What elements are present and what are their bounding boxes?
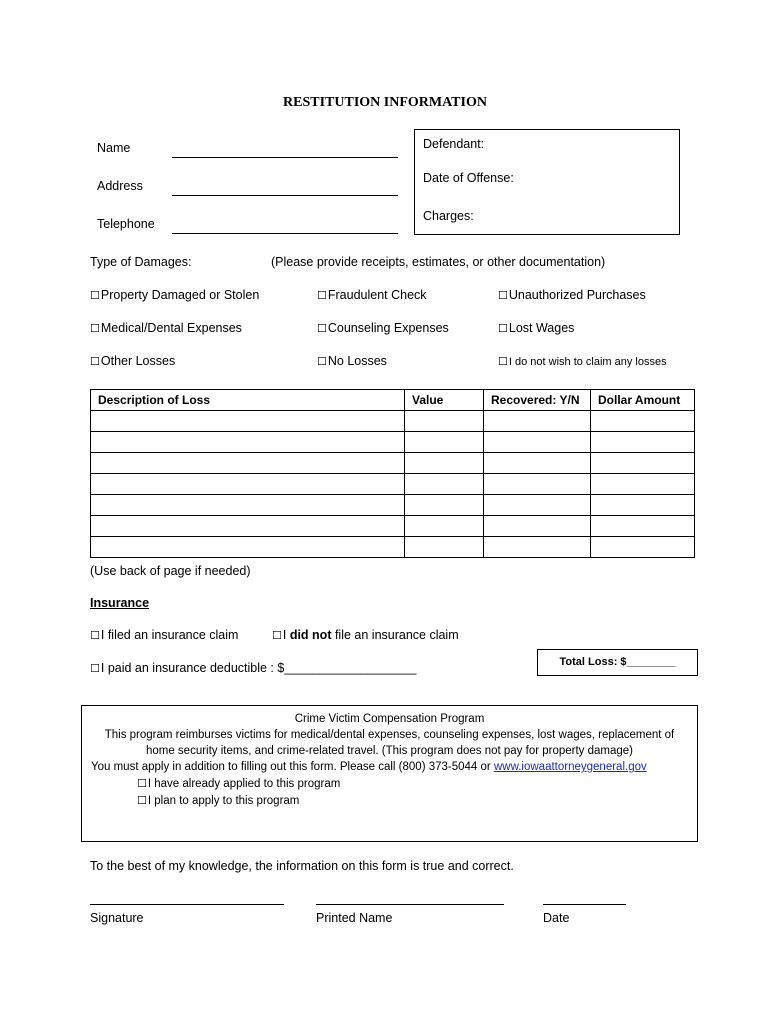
loss-table [90, 389, 695, 558]
description-cell[interactable] [91, 537, 405, 558]
description-cell[interactable] [91, 495, 405, 516]
checkbox-icon[interactable]: ☐ [90, 662, 100, 675]
checkbox-icon[interactable]: ☐ [498, 322, 508, 335]
checkbox-icon[interactable]: ☐ [317, 355, 327, 368]
header-dollar-amount: Dollar Amount [591, 390, 695, 411]
recovered-cell[interactable] [484, 432, 591, 453]
form-title: RESTITUTION INFORMATION [283, 95, 487, 110]
value-cell[interactable] [405, 516, 484, 537]
header-value: Value [405, 390, 484, 411]
value-cell[interactable] [405, 453, 484, 474]
description-cell[interactable] [91, 453, 405, 474]
value-cell[interactable] [405, 411, 484, 432]
telephone-label: Telephone [97, 217, 155, 231]
value-cell[interactable] [405, 432, 484, 453]
damages-note: (Please provide receipts, estimates, or other documentation) [271, 255, 606, 269]
cvcp-option-applied[interactable]: ☐I have already applied to this program [137, 777, 341, 790]
table-row [91, 432, 695, 453]
damage-option-unauthorized[interactable]: ☐Unauthorized Purchases [498, 288, 646, 302]
insurance-not-filed-option[interactable]: ☐I did not file an insurance claim [272, 628, 459, 642]
dollar-amount-cell[interactable] [591, 516, 695, 537]
value-cell[interactable] [405, 474, 484, 495]
recovered-cell[interactable] [484, 516, 591, 537]
dollar-amount-cell[interactable] [591, 537, 695, 558]
dollar-amount-cell[interactable] [591, 432, 695, 453]
damage-option-no-claim[interactable]: ☐I do not wish to claim any losses [498, 355, 667, 368]
table-row [91, 495, 695, 516]
recovered-cell[interactable] [484, 453, 591, 474]
printed-name-field[interactable] [316, 904, 504, 905]
insurance-deductible-option[interactable]: ☐I paid an insurance deductible : $___________________ [90, 661, 417, 675]
date-field[interactable] [543, 904, 626, 905]
table-row [91, 474, 695, 495]
signature-field[interactable] [90, 904, 284, 905]
description-cell[interactable] [91, 411, 405, 432]
value-cell[interactable] [405, 537, 484, 558]
address-field[interactable] [172, 195, 398, 196]
date-label: Date [543, 911, 570, 925]
header-recovered: Recovered: Y/N [484, 390, 591, 411]
checkbox-icon[interactable]: ☐ [90, 289, 100, 302]
value-cell[interactable] [405, 495, 484, 516]
cvcp-line2: home security items, and crime-related travel. (This program does not pay for property damage) [145, 745, 634, 757]
use-back-note: (Use back of page if needed) [90, 564, 251, 578]
cvcp-option-plan[interactable]: ☐I plan to apply to this program [137, 794, 300, 807]
defendant-label: Defendant: [423, 137, 485, 151]
description-cell[interactable] [91, 432, 405, 453]
date-of-offense-label: Date of Offense: [423, 171, 514, 185]
dollar-amount-cell[interactable] [591, 495, 695, 516]
damage-option-lost-wages[interactable]: ☐Lost Wages [498, 321, 575, 335]
damage-option-no-losses[interactable]: ☐No Losses [317, 354, 387, 368]
checkbox-icon[interactable]: ☐ [317, 289, 327, 302]
recovered-cell[interactable] [484, 411, 591, 432]
table-row [91, 453, 695, 474]
printed-name-label: Printed Name [316, 911, 393, 925]
header-description: Description of Loss [91, 390, 405, 411]
cvcp-title: Crime Victim Compensation Program [294, 713, 485, 725]
attestation-text: To the best of my knowledge, the information on this form is true and correct. [90, 859, 514, 873]
damage-option-medical[interactable]: ☐Medical/Dental Expenses [90, 321, 242, 335]
telephone-field[interactable] [172, 233, 398, 234]
dollar-amount-cell[interactable] [591, 411, 695, 432]
total-loss-box[interactable]: Total Loss: $________ [537, 649, 698, 676]
checkbox-icon[interactable]: ☐ [90, 355, 100, 368]
attorney-general-link[interactable]: www.iowaattorneygeneral.gov [493, 761, 647, 773]
checkbox-icon[interactable]: ☐ [137, 777, 147, 790]
checkbox-icon[interactable]: ☐ [317, 322, 327, 335]
table-row [91, 537, 695, 558]
dollar-amount-cell[interactable] [591, 474, 695, 495]
checkbox-icon[interactable]: ☐ [90, 322, 100, 335]
insurance-heading: Insurance [90, 596, 150, 610]
table-row [91, 411, 695, 432]
insurance-filed-option[interactable]: ☐I filed an insurance claim [90, 628, 239, 642]
checkbox-icon[interactable]: ☐ [498, 289, 508, 302]
defendant-info-box [414, 129, 680, 235]
damages-label: Type of Damages: [90, 255, 192, 269]
cvcp-line1: This program reimburses victims for medical/dental expenses, counseling expenses, lost wages, replacement of [104, 729, 675, 741]
checkbox-icon[interactable]: ☐ [272, 629, 282, 642]
checkbox-icon[interactable]: ☐ [498, 355, 508, 368]
dollar-amount-cell[interactable] [591, 453, 695, 474]
damage-option-other[interactable]: ☐Other Losses [90, 354, 176, 368]
damage-option-property[interactable]: ☐Property Damaged or Stolen [90, 288, 260, 302]
table-row [91, 516, 695, 537]
charges-label: Charges: [423, 209, 474, 223]
table-header-row [91, 390, 695, 411]
description-cell[interactable] [91, 474, 405, 495]
description-cell[interactable] [91, 516, 405, 537]
damage-option-counseling[interactable]: ☐Counseling Expenses [317, 321, 449, 335]
checkbox-icon[interactable]: ☐ [90, 629, 100, 642]
recovered-cell[interactable] [484, 474, 591, 495]
checkbox-icon[interactable]: ☐ [137, 794, 147, 807]
name-label: Name [97, 141, 131, 155]
recovered-cell[interactable] [484, 537, 591, 558]
damage-option-fraudulent-check[interactable]: ☐Fraudulent Check [317, 288, 427, 302]
address-label: Address [97, 179, 143, 193]
name-field[interactable] [172, 157, 398, 158]
cvcp-line3: You must apply in addition to filling out this form. Please call (800) 373-5044 or www.iowaattorneygeneral.gov [91, 761, 647, 773]
signature-label: Signature [90, 911, 144, 925]
recovered-cell[interactable] [484, 495, 591, 516]
cvcp-box [81, 705, 698, 842]
